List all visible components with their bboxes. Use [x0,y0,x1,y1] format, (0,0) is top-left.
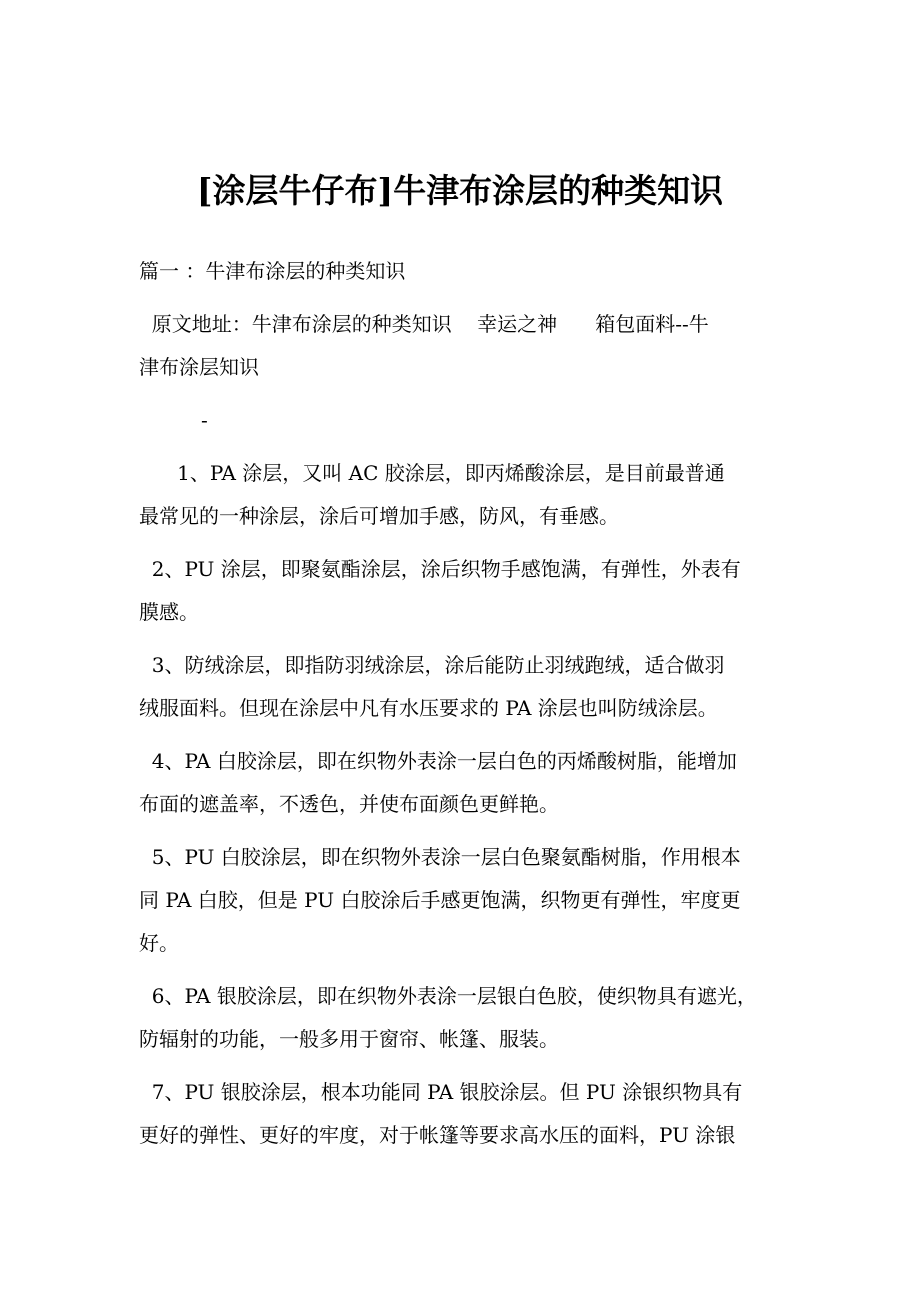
paragraph-line: 6、PA 银胶涂层，即在织物外表涂一层银白色胶，使织物具有遮光， [139,984,757,1008]
document-title: [涂层牛仔布]牛津布涂层的种类知识 [196,171,724,210]
paragraph-line: 膜感。 [139,600,199,624]
paragraph-line: 更好的弹性、更好的牢度，对于帐篷等要求高水压的面料，PU 涂银 [139,1123,736,1147]
paragraph-line: 4、PA 白胶涂层，即在织物外表涂一层白色的丙烯酸树脂，能增加 [139,749,737,773]
section-heading: 篇一 ：牛津布涂层的种类知识 [139,259,406,283]
document-body [139,250,784,1157]
paragraph-line: 2、PU 涂层，即聚氨酯涂层，涂后织物手感饱满，有弹性，外表有 [139,557,741,581]
paragraph-line: 防辐射的功能，一般多用于窗帘、帐篷、服装。 [139,1027,559,1051]
paragraph-line: 3、防绒涂层，即指防羽绒涂层，涂后能防止羽绒跑绒，适合做羽 [139,653,725,677]
dash-separator: - [201,408,208,432]
paragraph-line: 好。 [139,931,179,955]
paragraph-line: 7、PU 银胶涂层，根本功能同 PA 银胶涂层。但 PU 涂银织物具有 [139,1080,743,1104]
paragraph-line: 5、PU 白胶涂层，即在织物外表涂一层白色聚氨酯树脂，作用根本 [139,845,741,869]
paragraph-line: 绒服面料。但现在涂层中凡有水压要求的 PA 涂层也叫防绒涂层。 [139,696,718,720]
paragraph-line: 1、PA 涂层，又叫 AC 胶涂层，即丙烯酸涂层，是目前最普通 [139,461,725,485]
paragraph-line: 原文地址：牛津布涂层的种类知识 幸运之神 箱包面料--牛 [139,312,709,336]
paragraph-line: 最常见的一种涂层，涂后可增加手感，防风，有垂感。 [139,504,619,528]
paragraph-line: 同 PA 白胶，但是 PU 白胶涂后手感更饱满，织物更有弹性，牢度更 [139,888,741,912]
paragraph-line: 布面的遮盖率，不透色，并使布面颜色更鲜艳。 [139,792,559,816]
paragraph-line: 津布涂层知识 [139,355,259,379]
